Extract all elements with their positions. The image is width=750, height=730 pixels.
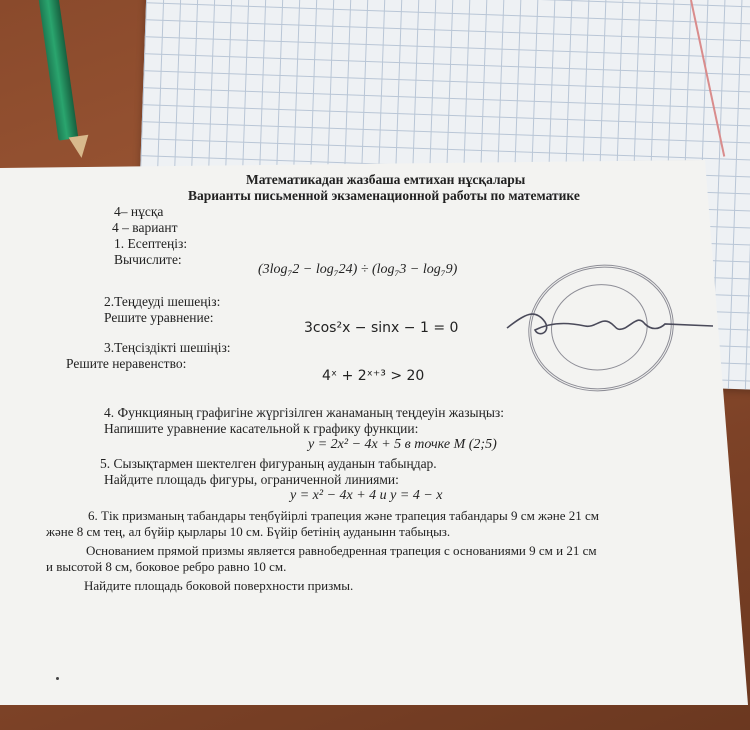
signature [505,300,715,350]
task6-kz-line2: және 8 см тең, ал бүйір қырлары 10 см. Бүйір бетінің ауданынн табыңыз. [46,524,451,539]
task5-ru: Найдите площадь фигуры, ограниченной линиями: [104,472,399,487]
task6-ru-line1: Основанием прямой призмы является равнобедренная трапеция с основаниями 9 см и 21 см [86,543,597,558]
task1-kz: 1. Есептеңіз: [114,236,188,251]
variant-kz: 4– нұсқа [114,204,164,219]
task3-kz: 3.Теңсіздікті шешіңіз: [104,340,231,355]
title-kz: Математикадан жазбаша емтихан нұсқалары [246,172,526,187]
task3-ru: Решите неравенство: [66,356,187,371]
task4-formula: y = 2x² − 4x + 5 в точке M (2;5) [308,437,497,452]
task2-formula: 3cos²x − sinx − 1 = 0 [304,320,459,336]
task1-formula: (3log₇2 − log₇24) ÷ (log₇3 − log₇9) [258,262,458,277]
task1-ru: Вычислите: [114,252,182,267]
task2-ru: Решите уравнение: [104,310,214,325]
task3-formula: 4ˣ + 2ˣ⁺³ > 20 [322,368,425,384]
task6-kz-line1: 6. Тік призманың табандары теңбүйірлі трапеция және трапеция табандары 9 см және 21 см [88,508,600,523]
task6-ru-line2: и высотой 8 см, боковое ребро равно 10 см. [46,559,287,574]
task5-formula: y = x² − 4x + 4 и y = 4 − x [290,488,443,503]
title-ru: Варианты письменной экзаменационной работы по математике [188,188,580,203]
task5-kz: 5. Сызықтармен шектелген фигураның ауданын табыңдар. [100,456,437,471]
task2-kz: 2.Теңдеуді шешеңіз: [104,294,221,309]
ink-dot [56,677,59,680]
task6-ru-line3: Найдите площадь боковой поверхности призмы. [84,578,354,593]
task4-kz: 4. Функцияның графигіне жүргізілген жанаманың теңдеуін жазыңыз: [104,405,504,420]
variant-ru: 4 – вариант [112,220,178,235]
task4-ru: Напишите уравнение касательной к графику функции: [104,421,419,436]
